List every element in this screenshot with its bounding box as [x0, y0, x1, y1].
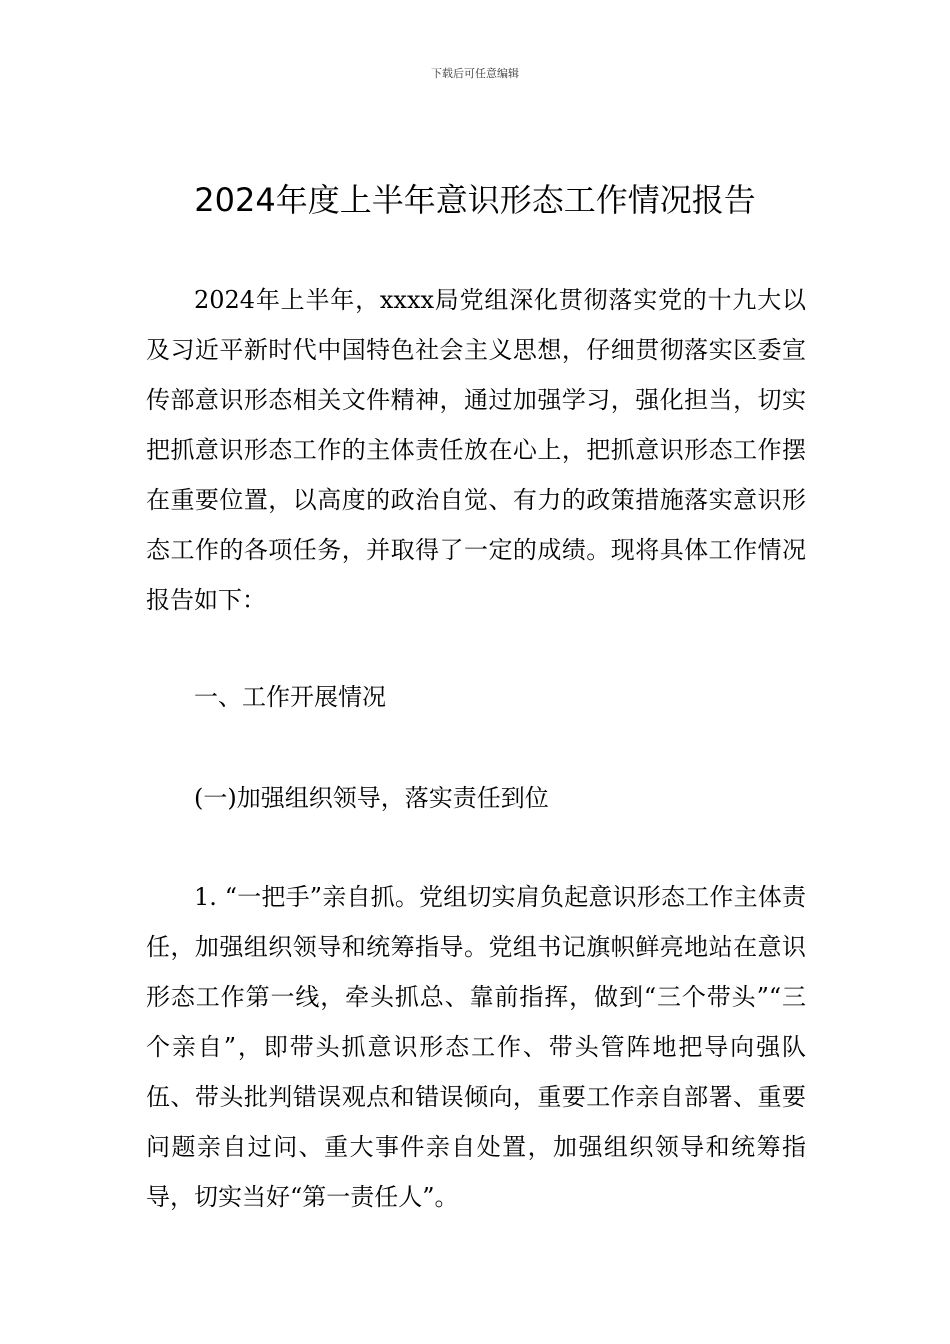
document-title: 2024年度上半年意识形态工作情况报告 — [194, 181, 756, 219]
intro-paragraph: 2024年上半年，xxxx局党组深化贯彻落实党的十九大以及习近平新时代中国特色社会主义思想，仔细贯彻落实区委宣传部意识形态相关文件精神，通过加强学习，强化担当，切实把抓意识形态工作的主体责任放在心上，把抓意识形态工作摆在重要位置，以高度的政治自觉、有力的政策措施落实意识形态工作的各项任务，并取得了一定的成绩。现将具体工作情况报告如下： — [146, 286, 806, 614]
subsection-heading: (一)加强组织领导，落实责任到位 — [194, 784, 549, 812]
section-heading: 一、工作开展情况 — [194, 683, 386, 711]
header-note: 下载后可任意编辑 — [431, 67, 519, 80]
item-paragraph: 1. “一把手”亲自抓。党组切实肩负起意识形态工作主体责任，加强组织领导和统筹指导。党组书记旗帜鲜亮地站在意识形态工作第一线，牵头抓总、靠前指挥，做到“三个带头”“三个亲自”，即带头抓意识形态工作、带头管阵地把导向强队伍、带头批判错误观点和错误倾向，重要工作亲自部署、重要问题亲自过问、重大事件亲自处置，加强组织领导和统筹指导，切实当好“第一责任人”。 — [146, 883, 806, 1211]
